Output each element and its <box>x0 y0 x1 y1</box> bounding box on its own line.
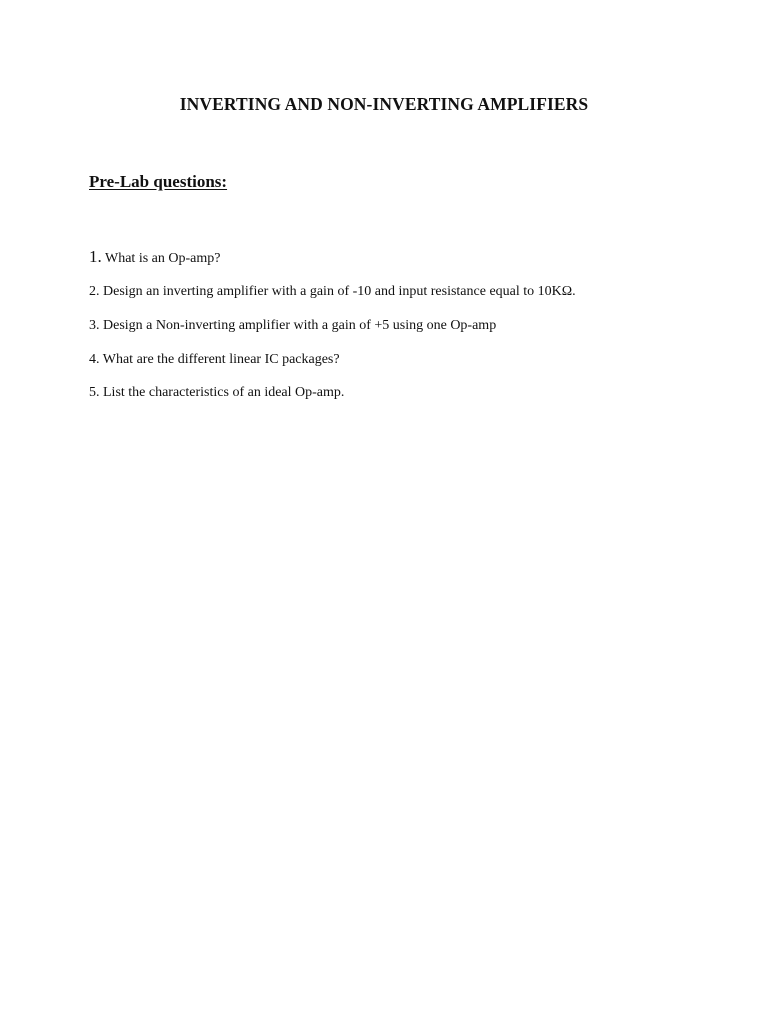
question-number: 1. <box>89 247 102 266</box>
question-text: Design a Non-inverting amplifier with a gain of +5 using one Op-amp <box>99 318 497 333</box>
question-text: Design an inverting amplifier with a gain of -10 and input resistance equal to 10KΩ. <box>99 284 576 299</box>
question-item <box>89 318 496 334</box>
question-text: What is an Op-amp? <box>101 251 221 266</box>
question-number: 2. <box>89 284 100 299</box>
question-text: List the characteristics of an ideal Op-amp. <box>99 385 345 400</box>
question-number: 4. <box>89 352 100 367</box>
question-number: 5. <box>89 385 100 400</box>
question-text: What are the different linear IC packages? <box>99 352 340 367</box>
question-number: 3. <box>89 318 100 333</box>
section-heading: Pre-Lab questions: <box>89 172 228 191</box>
document-title: INVERTING AND NON-INVERTING AMPLIFIERS <box>179 94 589 114</box>
question-item <box>89 247 220 267</box>
question-item <box>89 385 344 401</box>
question-item <box>89 352 340 368</box>
question-item <box>89 284 576 300</box>
